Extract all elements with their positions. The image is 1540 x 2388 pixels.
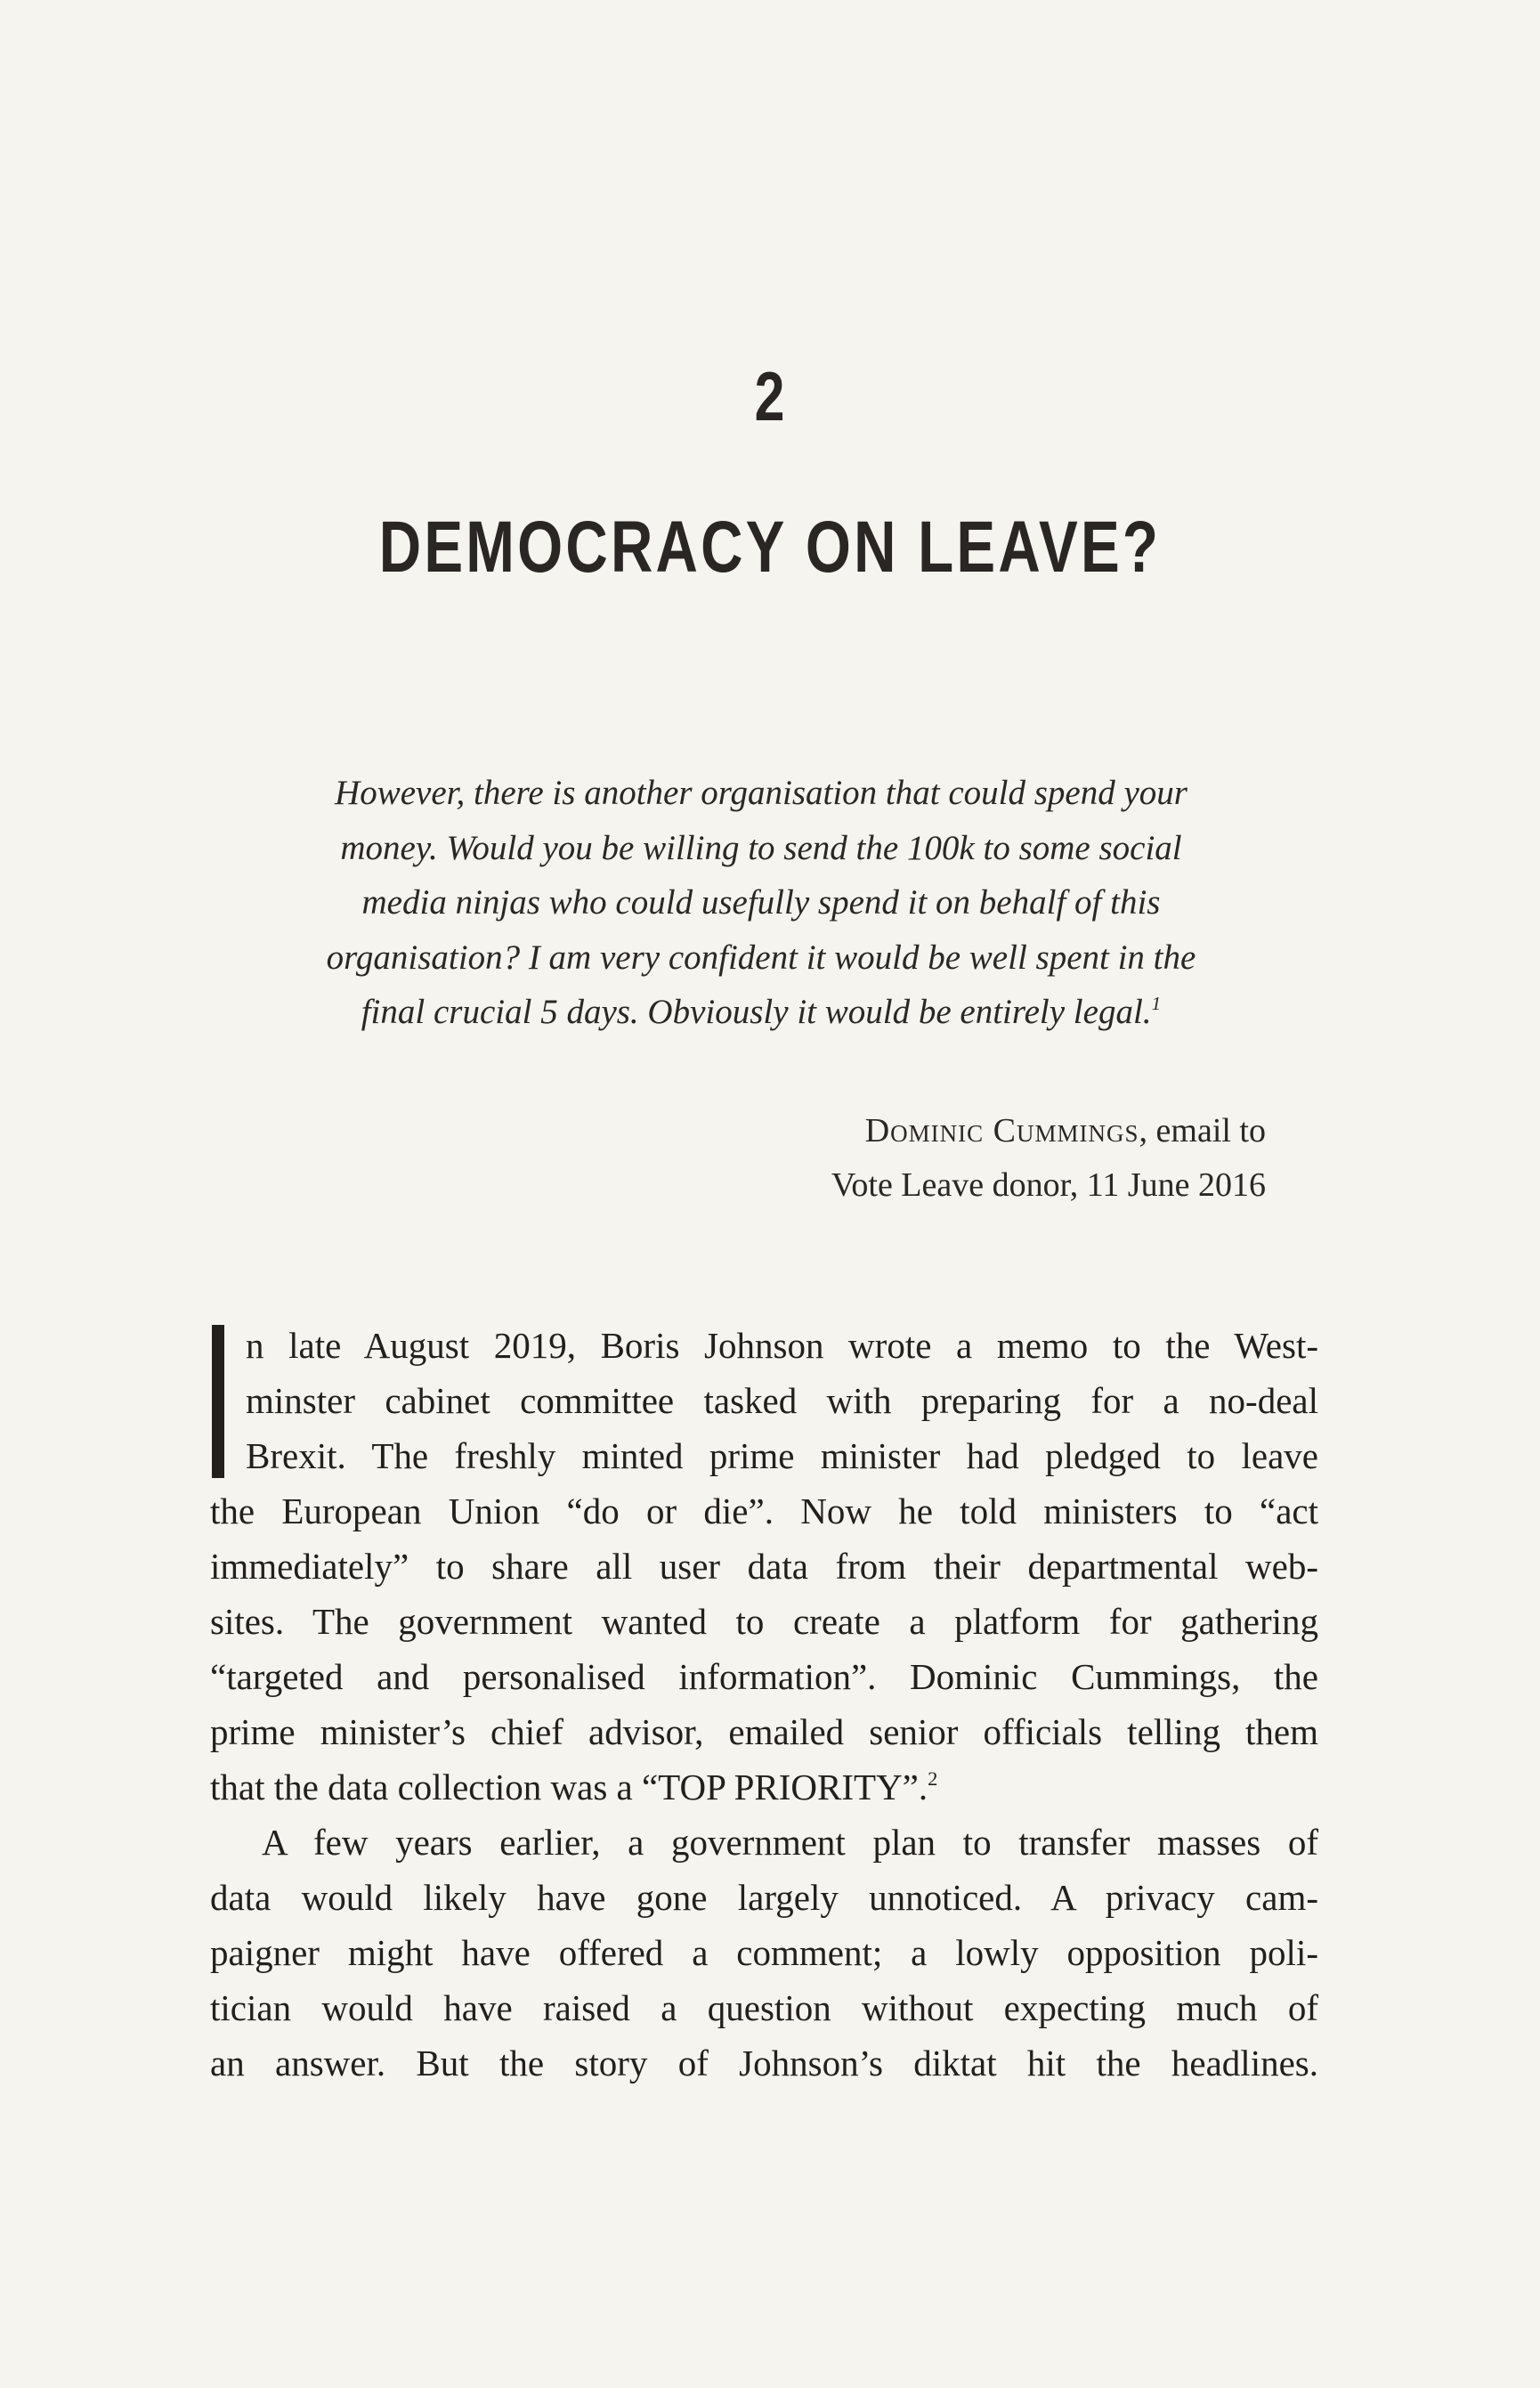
body-line: n late August 2019, Boris Johnson wrote a memo to the West- (246, 1325, 1318, 1366)
epigraph-line: However, there is another organisation that could spend your (335, 774, 1187, 812)
body-line: tician would have raised a question without expecting much of (210, 1987, 1318, 2028)
epigraph-line: money. Would you be willing to send the 100k to some social (340, 828, 1182, 867)
body-line: A few years earlier, a government plan to transfer masses of (262, 1822, 1318, 1863)
drop-cap-lines (210, 1318, 1318, 1483)
body-line: prime minister’s chief advisor, emailed senior officials telling them (210, 1711, 1318, 1752)
attribution-source: , email to (1139, 1112, 1266, 1149)
epigraph-line: media ninjas who could usefully spend it on behalf of this (361, 883, 1161, 922)
drop-cap-letter (212, 1325, 224, 1478)
footnote-marker: 2 (928, 1767, 938, 1791)
paragraph-1 (210, 1318, 1318, 1815)
body-line-text: that the data collection was a “TOP PRIORITY”. (210, 1767, 928, 1807)
chapter-title: DEMOCRACY ON LEAVE? (378, 507, 1162, 588)
chapter-number: 2 (754, 357, 786, 435)
epigraph-line-text: final crucial 5 days. Obviously it would be entirely legal. (361, 993, 1152, 1031)
epigraph-quote (294, 766, 1228, 1040)
footnote-marker: 1 (1151, 993, 1162, 1014)
body-line: data would likely have gone largely unnoticed. A privacy cam- (210, 1877, 1318, 1918)
epigraph-line: organisation? I am very confident it would be well spent in the (326, 938, 1196, 977)
paragraph-2 (210, 1815, 1318, 2091)
attribution-line-1 (623, 1104, 1266, 1158)
body-line: immediately” to share all user data from their departmental web- (210, 1546, 1318, 1587)
attribution-line-2: Vote Leave donor, 11 June 2016 (831, 1166, 1266, 1204)
body-text (210, 1318, 1318, 2091)
attribution-author: Dominic Cummings (864, 1112, 1139, 1149)
epigraph-line-last (294, 985, 1228, 1040)
body-line: paigner might have offered a comment; a lowly opposition poli- (210, 1932, 1318, 1973)
body-line: “targeted and personalised information”. Dominic Cummings, the (210, 1656, 1318, 1697)
body-line: Brexit. The freshly minted prime minister had pledged to leave (246, 1435, 1318, 1476)
body-line: an answer. But the story of Johnson’s diktat hit the headlines. (210, 2043, 1318, 2083)
body-line-last (210, 1759, 1318, 1815)
body-line: minster cabinet committee tasked with preparing for a no-deal (246, 1380, 1318, 1421)
body-line: the European Union “do or die”. Now he told ministers to “act (210, 1490, 1318, 1531)
epigraph-attribution (623, 1104, 1266, 1213)
body-line: sites. The government wanted to create a platform for gathering (210, 1601, 1318, 1642)
